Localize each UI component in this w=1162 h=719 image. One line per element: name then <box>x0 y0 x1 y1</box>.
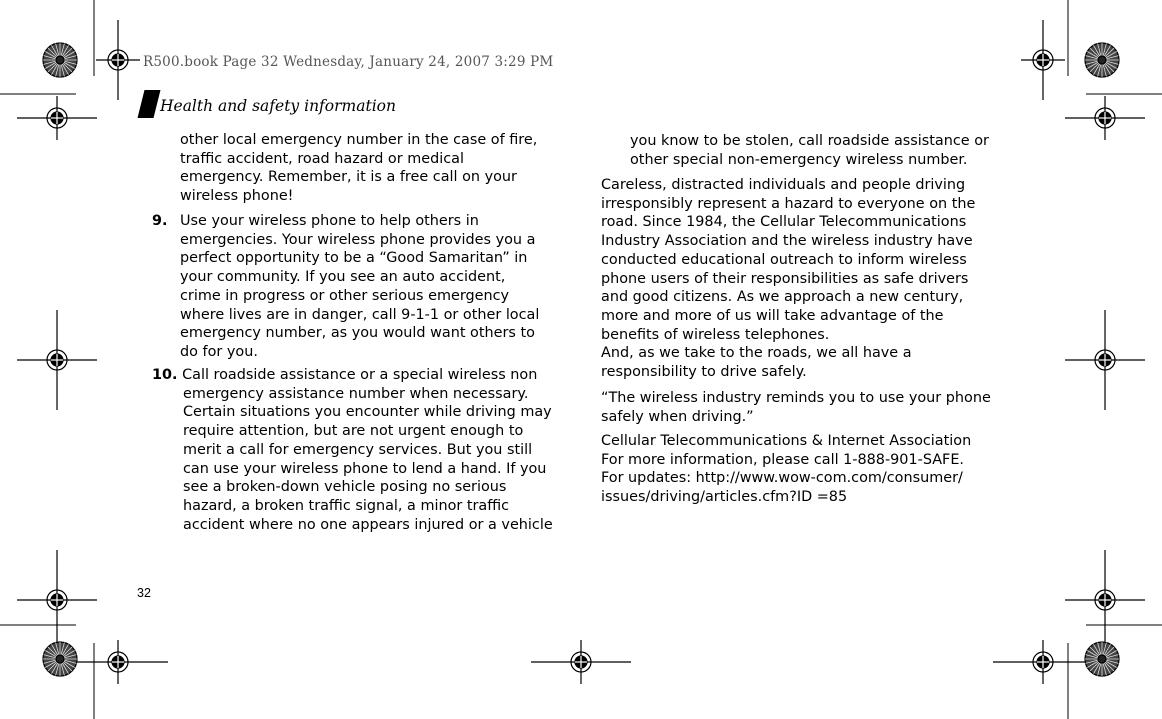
attribution-paragraph: Cellular Telecommunications & Internet Association For more information, please call 1-888-901-SAFE. For updates: http://www.wow-com.com/consumer/ issues/driving/articles.cfm?ID =85 <box>601 433 972 506</box>
registration-crosshair <box>17 310 97 410</box>
quote-paragraph: “The wireless industry reminds you to use your phone safely when driving.” <box>601 390 991 425</box>
registration-crosshair <box>17 550 97 650</box>
registration-starburst <box>43 642 77 676</box>
registration-crosshair <box>1021 20 1065 100</box>
intro-paragraph: other local emergency number in the case of fire, traffic accident, road hazard or medical emergency. Remember, it is a free call on your wireless phone! <box>180 132 538 205</box>
continuation-text: you know to be stolen, call roadside assistance or other special non-emergency wireless number. <box>630 133 989 168</box>
registration-crosshair <box>68 640 168 684</box>
paragraph-safety: Careless, distracted individuals and people driving irresponsibly represent a hazard to everyone on the road. Since 1984, the Cellular Telecommunications Industry Association and the wireless industry have conducted educational outreach to inform wireless phone users of their responsibilities as safe drivers and good citizens. As we approach a new century, more and more of us will take advantage of the benefits of wireless telephones. And, as we take to the roads, we all have a responsibility to drive safely. <box>601 177 976 381</box>
registration-crosshair <box>17 96 97 140</box>
registration-starburst <box>43 43 77 77</box>
item-number: 10. <box>152 367 178 383</box>
registration-crosshair <box>1065 96 1145 140</box>
registration-crosshair <box>993 640 1093 684</box>
print-job-stamp: R500.book Page 32 Wednesday, January 24, 2007 3:29 PM <box>143 54 554 70</box>
registration-starburst <box>1085 43 1119 77</box>
list-item-10: 10. Call roadside assistance or a special wireless non emergency assistance number when necessary. Certain situations you encounter while driving may require attention, but are not urgent enough to merit a call for emergency services. But you still can use your wireless phone to lend a hand. If you see a broken-down vehicle posing no serious hazard, a broken traffic signal, a minor traffic accident where no one appears injured or a vehicle <box>152 367 553 533</box>
item-number: 9. <box>152 213 168 229</box>
section-title: Health and safety information <box>160 97 396 115</box>
list-item-9: Use your wireless phone to help others in emergencies. Your wireless phone provides you a perfect opportunity to be a “Good Samaritan” in your community. If you see an auto accident, crime in progress or other serious emergency where lives are in danger, call 9-1-1 or other local emergency number, as you would want others to do for you. <box>180 213 540 360</box>
registration-crosshair <box>1065 310 1145 410</box>
registration-crosshair <box>1065 550 1145 650</box>
registration-crosshair <box>96 20 140 100</box>
registration-starburst <box>1085 642 1119 676</box>
registration-crosshair <box>531 640 631 684</box>
page-number: 32 <box>137 586 151 600</box>
